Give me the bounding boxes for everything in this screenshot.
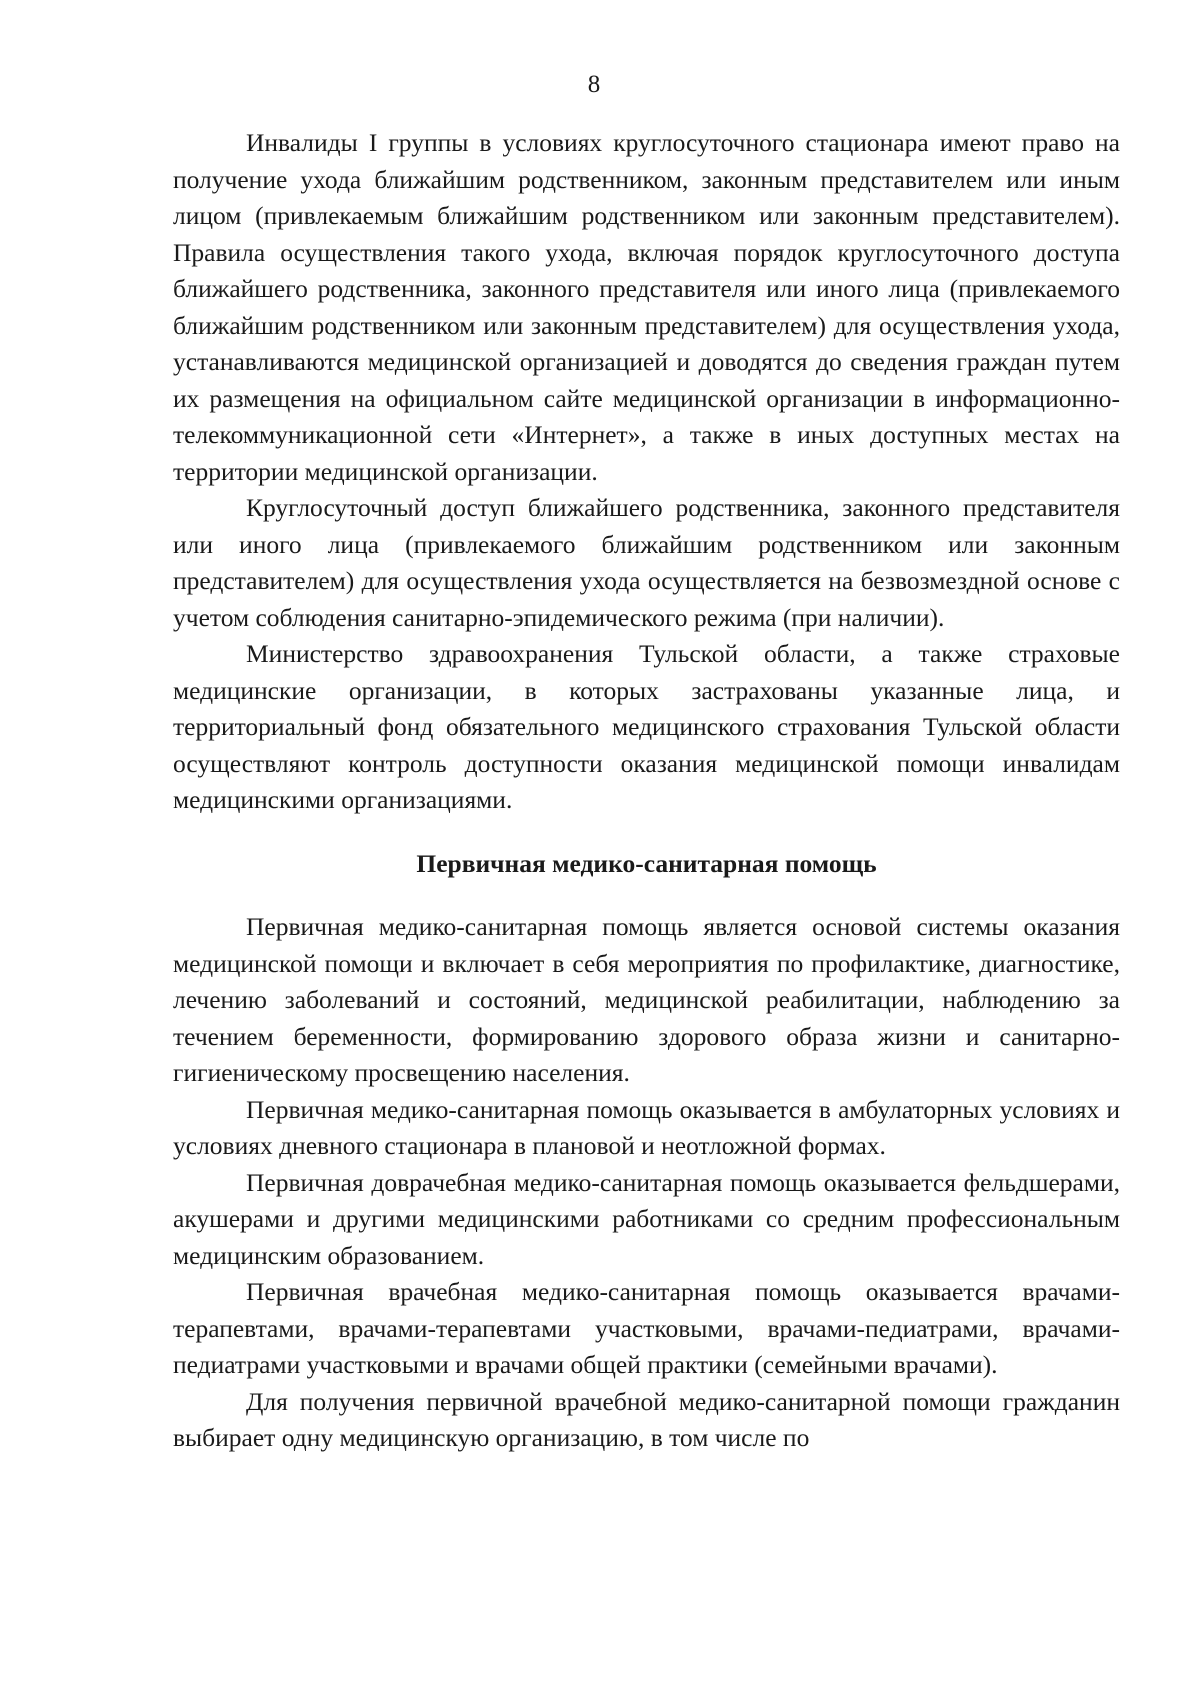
paragraph-access-control: Министерство здравоохранения Тульской области, а также страховые медицинские организации, в которых застрахованы указанные лица, и территориальный фонд обязательного медицинского страхования Тульской области осуществляют контроль доступности оказания медицинской помощи инвалидам медицинскими организациями. [173,639,1120,814]
paragraph-primary-care-basis: Первичная медико-санитарная помощь является основой системы оказания медицинской помощи и включает в себя мероприятия по профилактике, диагностике, лечению заболеваний и состояний, медицинской реабилитации, наблюдению за течением беременности, формированию здорового образа жизни и санитарно-гигиеническому просвещению населения. [173,912,1120,1087]
paragraph-choice-of-organization: Для получения первичной врачебной медико-санитарной помощи гражданин выбирает одну медицинскую организацию, в том числе по [173,1386,1120,1452]
paragraph-physician-care: Первичная врачебная медико-санитарная помощь оказывается врачами-терапевтами, врачами-терапевтами участковыми, врачами-педиатрами, врачами-педиатрами участковыми и врачами общей практики (семейными врачами). [173,1277,1120,1379]
page-number: 8 [587,71,601,98]
paragraph-disabled-care: Инвалиды I группы в условиях круглосуточного стационара имеют право на получение ухода ближайшим родственником, законным представителем или иным лицом (привлекаемым ближайшим родственником или законным представителем). Правила осуществления такого ухода, включая порядок круглосуточного доступа ближайшего родственника, законного представителя или иного лица (привлекаемого ближайшим родственником или законным представителем) для осуществления ухода, устанавливаются медицинской организацией и доводятся до сведения граждан путем их размещения на официальном сайте медицинской организации в информационно-телекоммуникационной сети «Интернет», а также в иных доступных местах на территории медицинской организации. [173,128,1120,486]
paragraph-primary-care-conditions: Первичная медико-санитарная помощь оказывается в амбулаторных условиях и условиях дневного стационара в плановой и неотложной формах. [173,1094,1120,1160]
paragraph-round-the-clock-access: Круглосуточный доступ ближайшего родственника, законного представителя или иного лица (привлекаемого ближайшим родственником или законным представителем) для осуществления ухода осуществляется на безвозмездной основе с учетом соблюдения санитарно-эпидемического режима (при наличии). [173,493,1120,632]
section-heading: Первичная медико-санитарная помощь [416,848,877,878]
paragraph-pre-medical-care: Первичная доврачебная медико-санитарная помощь оказывается фельдшерами, акушерами и другими медицинскими работниками со средним профессиональным медицинским образованием. [173,1167,1120,1270]
document-body [173,125,1120,1457]
